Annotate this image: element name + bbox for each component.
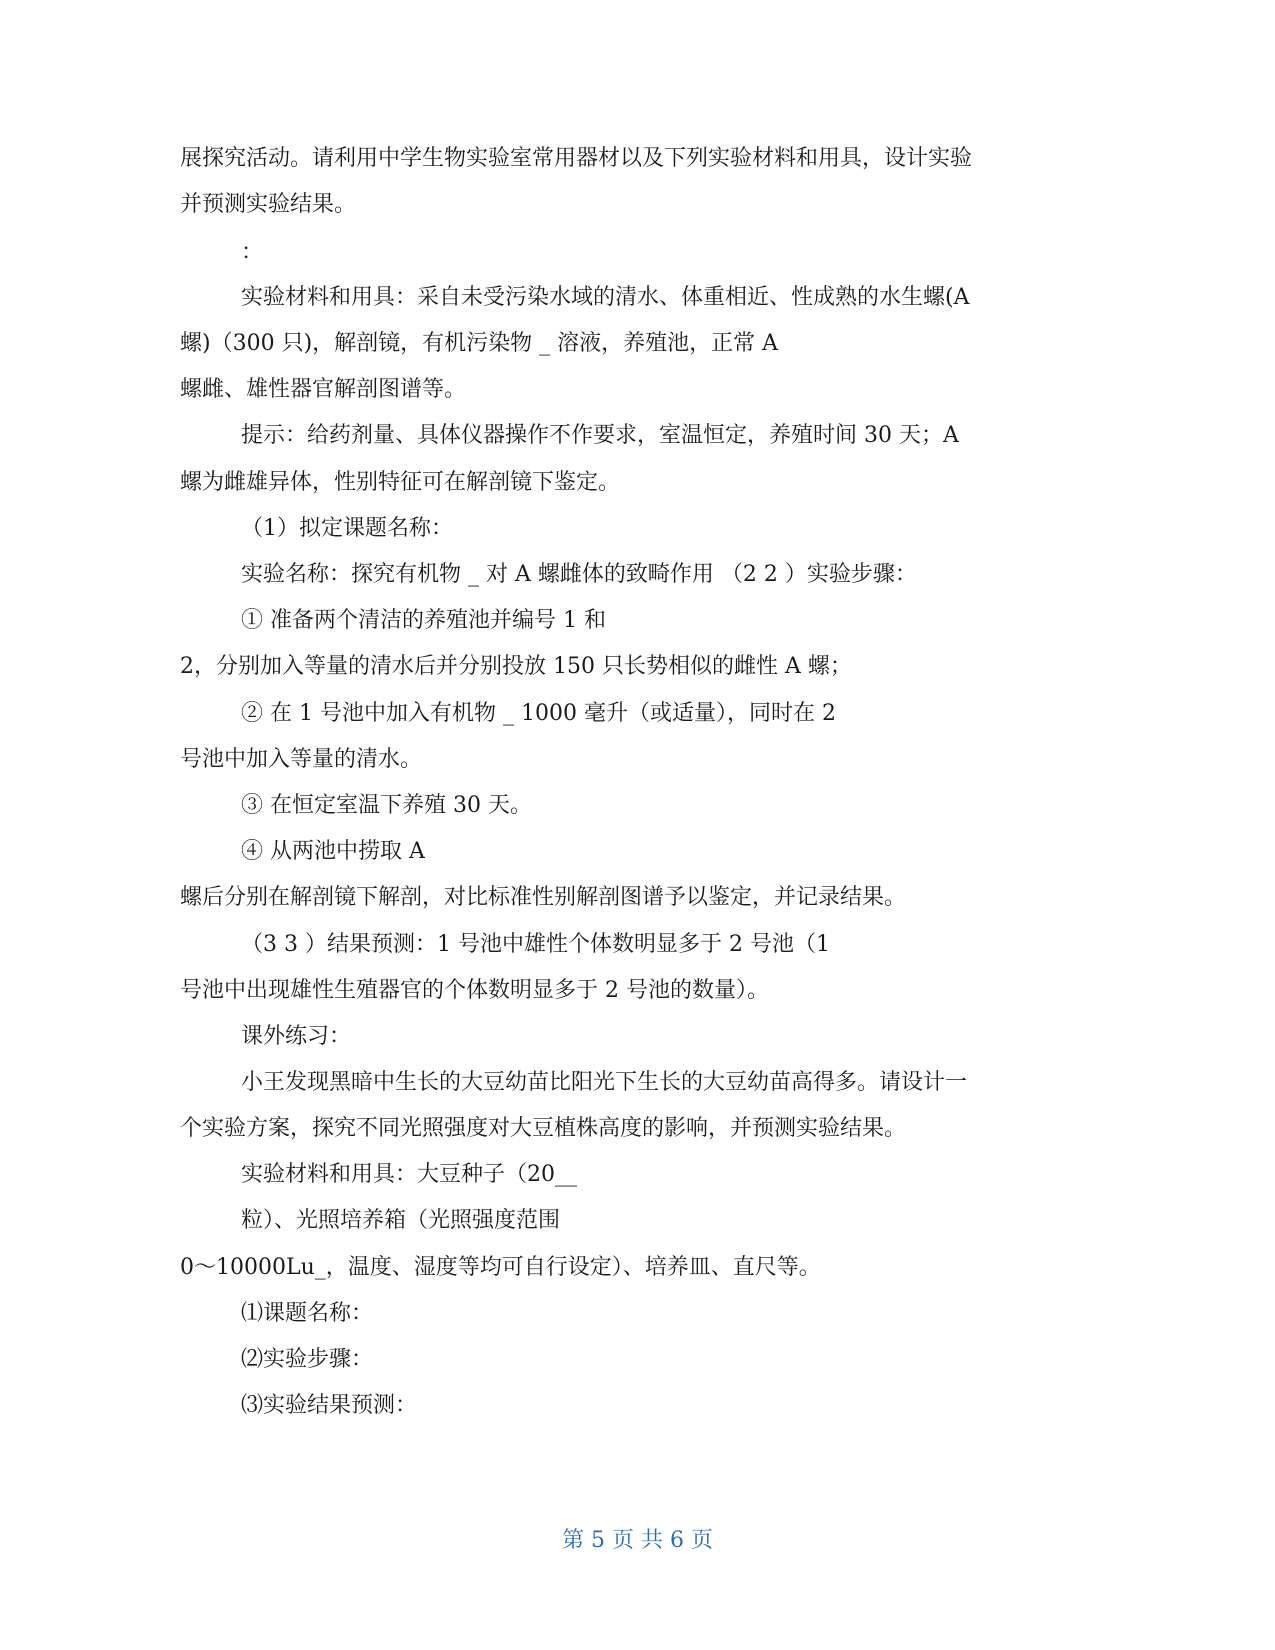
text-line: ⑴课题名称： — [241, 1301, 374, 1326]
text-line: 课外练习： — [241, 1024, 352, 1049]
text-line: ③ 在恒定室温下养殖 30 天。 — [241, 793, 532, 818]
text-line: 个实验方案，探究不同光照强度对大豆植株高度的影响，并预测实验结果。 — [180, 1116, 907, 1141]
text-line: 实验材料和用具：采自未受污染水域的清水、体重相近、性成熟的水生螺(A — [241, 285, 970, 310]
text-line: 号池中加入等量的清水。 — [180, 747, 423, 772]
text-line: （3 3 ）结果预测：1 号池中雄性个体数明显多于 2 号池（1 — [241, 932, 830, 957]
text-line: 螺为雌雄异体，性别特征可在解剖镜下鉴定。 — [180, 470, 621, 495]
text-line: ： — [241, 240, 264, 265]
text-line: ⑵实验步骤： — [241, 1347, 374, 1372]
text-line: 螺雌、雄性器官解剖图谱等。 — [180, 377, 467, 402]
text-line: ④ 从两池中捞取 A — [241, 839, 425, 864]
page-number-footer: 第 5 页 共 6 页 — [562, 1528, 713, 1553]
text-line: 实验名称：探究有机物 _ 对 A 螺雌体的致畸作用 （2 2 ）实验步骤： — [241, 562, 917, 587]
text-line: ① 准备两个清洁的养殖池并编号 1 和 — [241, 608, 606, 633]
text-line: 螺)（300 只)，解剖镜，有机污染物 _ 溶液，养殖池，正常 A — [180, 331, 779, 356]
text-line: （1）拟定课题名称： — [241, 516, 453, 541]
text-line: 0～10000Lu_，温度、湿度等均可自行设定）、培养皿、直尺等。 — [180, 1255, 821, 1280]
text-line: ② 在 1 号池中加入有机物 _ 1000 毫升（或适量），同时在 2 — [241, 701, 836, 726]
text-line: ⑶实验结果预测： — [241, 1393, 418, 1418]
text-line: 展探究活动。请利用中学生物实验室常用器材以及下列实验材料和用具，设计实验 — [180, 146, 973, 171]
text-line: 粒）、光照培养箱（光照强度范围 — [241, 1208, 561, 1233]
text-line: 小王发现黑暗中生长的大豆幼苗比阳光下生长的大豆幼苗高得多。请设计一 — [241, 1070, 968, 1095]
text-line: 实验材料和用具：大豆种子（20__ — [241, 1162, 577, 1187]
text-line: 号池中出现雄性生殖器官的个体数明显多于 2 号池的数量）。 — [180, 978, 769, 1003]
text-line: 并预测实验结果。 — [180, 192, 357, 217]
text-line: 螺后分别在解剖镜下解剖，对比标准性别解剖图谱予以鉴定，并记录结果。 — [180, 885, 907, 910]
text-line: 提示：给药剂量、具体仪器操作不作要求，室温恒定，养殖时间 30 天；A — [241, 423, 959, 448]
text-line: 2，分别加入等量的清水后并分别投放 150 只长势相似的雌性 A 螺； — [180, 654, 852, 679]
